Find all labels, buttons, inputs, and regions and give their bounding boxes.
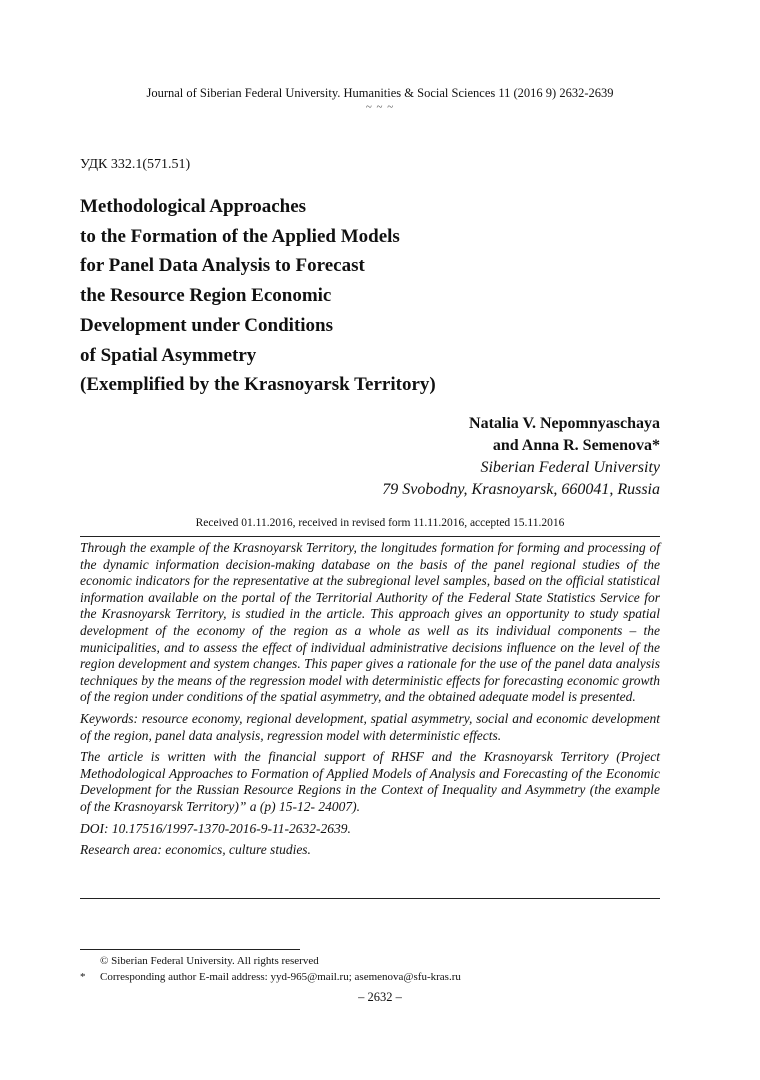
author-block — [382, 413, 660, 501]
funding-note: The article is written with the financial support of RHSF and the Krasnoyarsk Territory (Project Methodological Approaches to Formation of Applied Models of Analysis and Forecasting of the Economic Development for the Russian Resource Regions in the Context of Inequality and Asymmetry (the example of the Krasnoyarsk Territory)” a (p) 15-12- 24007). — [80, 749, 660, 814]
corresponding-text: Corresponding author E-mail address: yyd-965@mail.ru; asemenova@sfu-kras.ru — [100, 971, 461, 983]
author-names-line-1: Natalia V. Nepomnyaschaya — [469, 415, 660, 432]
doi: DOI: 10.17516/1997-1370-2016-9-11-2632-2639. — [80, 820, 351, 836]
udk-code: УДК 332.1(571.51) — [80, 157, 191, 172]
journal-ornament: ~ ~ ~ — [365, 101, 395, 113]
copyright-footnote — [80, 953, 660, 969]
page-number: – 2632 – — [358, 990, 402, 1004]
article-title — [80, 192, 670, 400]
abstract-text: Through the example of the Krasnoyarsk Territory, the longitudes formation for forming and processing of the dynamic information decision-making database on the basis of the panel regional studies of the economic indicators for the representative at the subregional level samples, based on the official statistical information available on the portal of the Territorial Authority of the Federal State Statistics Service for the Krasnoyarsk Territory, is studied in the article. This approach gives an opportunity to study spatial development of the economy of the region as a whole as well as its individual components – the municipalities, and to assess the effect of individual administrative decisions influence on the level of the region development and system changes. This paper gives a rationale for the use of the panel data analysis techniques by the means of the regression model with deterministic effects for forecasting economic growth of the region under conditions of the spatial asymmetry, and the obtained adequate model is presented. — [80, 540, 660, 705]
copyright-text: © Siberian Federal University. All rights reserved — [100, 955, 319, 967]
author-names-line-2: and Anna R. Semenova* — [492, 437, 660, 454]
title-line: the Resource Region Economic — [80, 285, 332, 307]
corresponding-footnote — [80, 969, 660, 985]
author-affiliation: Siberian Federal University — [480, 459, 660, 476]
author-address: 79 Svobodny, Krasnoyarsk, 660041, Russia — [382, 481, 660, 498]
footnote-rule — [80, 949, 300, 950]
title-line: Methodological Approaches — [80, 196, 307, 217]
title-line: (Exemplified by the Krasnoyarsk Territory) — [80, 374, 436, 396]
abstract-top-rule — [80, 536, 660, 537]
title-line: for Panel Data Analysis to Forecast — [80, 255, 365, 277]
keywords: Keywords: resource economy, regional development, spatial asymmetry, social and economic development of the region, panel data analysis, regression model with deterministic effects. — [80, 710, 660, 743]
abstract-bottom-rule — [80, 898, 660, 899]
title-line: of Spatial Asymmetry — [80, 344, 257, 366]
title-line: to the Formation of the Applied Models — [80, 225, 400, 247]
abstract-block — [80, 540, 660, 864]
research-area: Research area: economics, culture studies. — [80, 842, 311, 858]
footnotes — [80, 953, 660, 985]
title-line: Development under Conditions — [80, 314, 334, 336]
journal-header: Journal of Siberian Federal University. Humanities & Social Sciences 11 (2016 9) 2632-2639 — [146, 86, 614, 100]
asterisk-mark: * — [80, 971, 86, 983]
received-dates: Received 01.11.2016, received in revised form 11.11.2016, accepted 15.11.2016 — [195, 517, 565, 529]
